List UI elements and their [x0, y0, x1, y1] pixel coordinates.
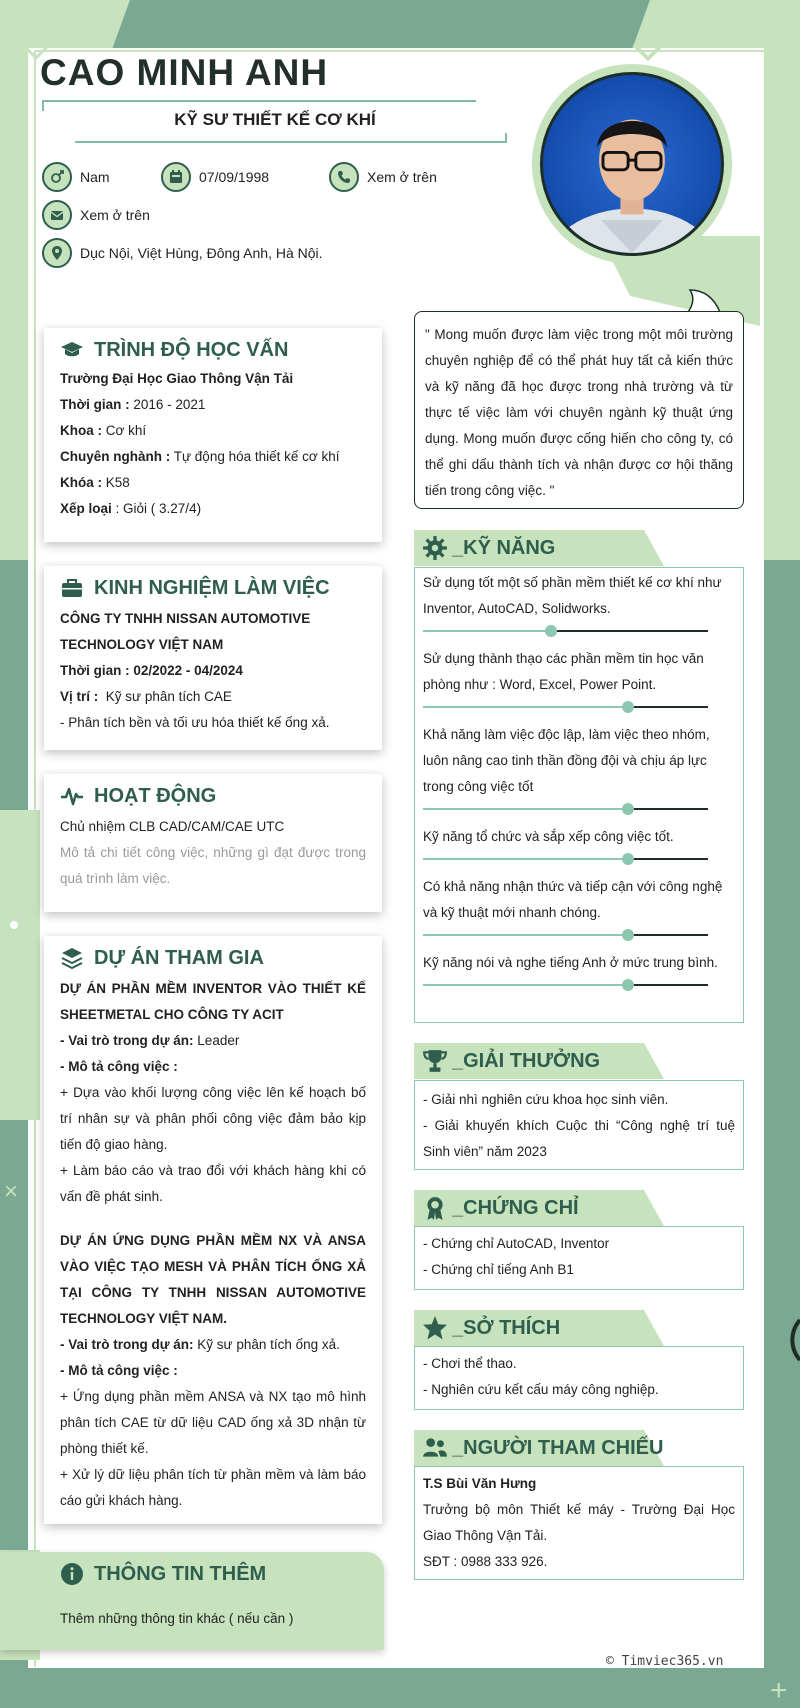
skill-bar — [423, 858, 708, 860]
gender-value: Nam — [80, 169, 110, 185]
education-faculty: Khoa : Cơ khí — [60, 423, 147, 438]
award-item-1: - Giải nhì nghiên cứu khoa học sinh viên. — [423, 1092, 669, 1107]
skill-dot — [622, 701, 634, 713]
skill-fill — [423, 808, 628, 810]
education-card — [44, 328, 382, 542]
graduation-cap-icon — [60, 338, 84, 362]
hobbies-heading: _SỞ THÍCH — [414, 1310, 674, 1346]
certificate-item-2: - Chứng chỉ tiếng Anh B1 — [423, 1262, 574, 1277]
skill-fill — [423, 934, 628, 936]
skill-bar — [423, 630, 708, 632]
skill-item — [423, 824, 735, 860]
address-row — [42, 238, 323, 268]
skill-text: Sử dụng thành thạo các phần mềm tin học văn phòng như : Word, Excel, Power Point. — [423, 651, 704, 692]
activity-placeholder: Mô tả chi tiết công việc, những gì đạt được trong quá trình làm việc. — [60, 845, 366, 886]
experience-desc: - Phân tích bền và tối ưu hóa thiết kế ống xả. — [60, 715, 330, 730]
skill-item — [423, 570, 735, 632]
skill-item — [423, 950, 735, 986]
skill-dot — [622, 853, 634, 865]
address-value: Dục Nội, Việt Hùng, Đông Anh, Hà Nội. — [80, 245, 323, 261]
layers-icon — [60, 946, 84, 970]
skill-dot — [622, 979, 634, 991]
skill-text: Khả năng làm việc độc lập, làm việc theo nhóm, luôn nâng cao tinh thần đồng đội và chịu áp lực trong công việc tốt — [423, 727, 710, 794]
skill-bar — [423, 984, 708, 986]
trophy-icon — [422, 1048, 448, 1074]
award-item-2: - Giải khuyến khích Cuộc thi “Công nghệ trí tuệ Sinh viên” năm 2023 — [423, 1118, 735, 1159]
svg-text:×: × — [4, 1178, 19, 1205]
school-name: Trường Đại Học Giao Thông Vận Tải — [60, 371, 294, 386]
projects-card — [44, 936, 382, 1524]
experience-card — [44, 566, 382, 750]
activities-card — [44, 774, 382, 912]
education-course: Khóa : K58 — [60, 475, 130, 490]
education-time: Thời gian : 2016 - 2021 — [60, 397, 206, 412]
gender-row — [42, 162, 110, 192]
education-major: Chuyên nghành : Tự động hóa thiết kế cơ khí — [60, 449, 340, 464]
project-2-title: DỰ ÁN ỨNG DỤNG PHẦN MỀM NX VÀ ANSA VÀO VIỆC TẠO MESH VÀ PHÂN TÍCH ỐNG XẢ TẠI CÔNG TY TNHH NISSAN AUTOMOTIVE TECHNOLOGY VIỆT NAM. — [60, 1233, 366, 1326]
project-2-desc-2: + Xử lý dữ liệu phân tích từ phần mềm và làm báo cáo gửi khách hàng. — [60, 1467, 366, 1508]
email-row — [42, 200, 150, 230]
skill-dot — [622, 803, 634, 815]
candidate-name: CAO MINH ANH — [40, 52, 329, 93]
certificate-item-1: - Chứng chỉ AutoCAD, Inventor — [423, 1236, 610, 1251]
skill-bar — [423, 706, 708, 708]
skill-text: Kỹ năng nói và nghe tiếng Anh ở mức trung bình. — [423, 955, 718, 970]
skill-item — [423, 874, 735, 936]
references-box — [414, 1466, 744, 1580]
project-1-title: DỰ ÁN PHẦN MỀM INVENTOR VÀO THIẾT KẾ SHEETMETAL CHO CÔNG TY ACIT — [60, 981, 366, 1022]
reference-name: T.S Bùi Văn Hưng — [423, 1476, 537, 1491]
awards-box — [414, 1080, 744, 1170]
extra-text: Thêm những thông tin khác ( nếu cần ) — [60, 1611, 294, 1626]
skill-item — [423, 722, 735, 810]
skill-bar — [423, 934, 708, 936]
project-1-desc-1: + Dựa vào khối lượng công việc lên kế hoạch bố trí nhân sự và phân phối công việc đảm bảo kịp tiến độ giao hàng. — [60, 1085, 366, 1152]
profile-photo — [540, 72, 724, 256]
pulse-icon — [60, 784, 84, 808]
objective-text: " Mong muốn được làm việc trong một môi trường chuyên nghiệp để có thể phát huy tất cả kiến thức và kỹ năng đã học được trong nhà trường và từ thực tế việc làm với chuyên ngành kỹ thuật ứng dụng. Mong muốn được cống hiến cho công ty, có thể ghi dấu thành tích và nhận được cơ hội thăng tiến trong công việc. " — [425, 327, 733, 498]
skill-fill — [423, 630, 551, 632]
diamond-decoration-right — [630, 28, 666, 64]
hobby-item-2: - Nghiên cứu kết cấu máy công nghiệp. — [423, 1382, 659, 1397]
skills-box — [414, 567, 744, 1023]
watermark: © Timviec365.vn — [606, 1654, 724, 1669]
certificates-heading: _CHỨNG CHỈ — [414, 1190, 674, 1226]
hobbies-box — [414, 1346, 744, 1410]
info-icon — [60, 1562, 84, 1586]
activity-item: Chủ nhiệm CLB CAD/CAM/CAE UTC — [60, 819, 285, 834]
extra-heading: THÔNG TIN THÊM — [60, 1562, 266, 1586]
career-objective — [414, 311, 744, 509]
activities-heading: HOẠT ĐỘNG — [60, 784, 366, 808]
project-2-role: - Vai trò trong dự án: Kỹ sư phân tích ống xả. — [60, 1337, 340, 1352]
users-icon — [422, 1435, 448, 1461]
phone-row — [329, 162, 437, 192]
experience-position: Vị trí : Kỹ sư phân tích CAE — [60, 689, 232, 704]
left-decoration — [0, 420, 40, 1120]
references-heading: _NGƯỜI THAM CHIẾU — [414, 1430, 674, 1466]
skill-bar — [423, 808, 708, 810]
phone-icon — [329, 162, 359, 192]
phone-value: Xem ở trên — [367, 169, 437, 185]
svg-text:+: + — [770, 1674, 788, 1707]
skills-heading: _KỸ NĂNG — [414, 530, 674, 566]
skill-item — [423, 646, 735, 708]
envelope-icon — [42, 200, 72, 230]
skill-dot — [622, 929, 634, 941]
award-ribbon-icon — [422, 1195, 448, 1221]
project-1-desc-label: - Mô tả công việc : — [60, 1059, 178, 1074]
birthday-value: 07/09/1998 — [199, 169, 270, 185]
project-2-desc-1: + Ứng dụng phần mềm ANSA và NX tạo mô hình phân tích CAE từ dữ liệu CAD ống xả 3D nhận từ phòng thiết kế. — [60, 1389, 366, 1456]
project-1-role: - Vai trò trong dự án: Leader — [60, 1033, 240, 1048]
extra-info-panel — [0, 1552, 384, 1650]
briefcase-icon — [60, 576, 84, 600]
education-heading: TRÌNH ĐỘ HỌC VẤN — [60, 338, 366, 362]
reference-role: Trưởng bộ môn Thiết kế máy - Trường Đại Học Giao Thông Vận Tải. — [423, 1502, 735, 1543]
job-title: KỸ SƯ THIẾT KẾ CƠ KHÍ — [174, 110, 376, 129]
reference-phone: SĐT : 0988 333 926. — [423, 1554, 548, 1569]
hobby-item-1: - Chơi thể thao. — [423, 1356, 517, 1371]
skill-text: Sử dụng tốt một số phần mềm thiết kế cơ khí như Inventor, AutoCAD, Solidworks. — [423, 575, 722, 616]
skill-dot — [545, 625, 557, 637]
skill-text: Có khả năng nhận thức và tiếp cận với công nghệ và kỹ thuật mới nhanh chóng. — [423, 879, 723, 920]
experience-heading: KINH NGHIỆM LÀM VIỆC — [60, 576, 366, 600]
birthday-row — [161, 162, 269, 192]
star-icon — [422, 1315, 448, 1341]
skill-fill — [423, 984, 628, 986]
gear-icon — [422, 535, 448, 561]
projects-heading: DỰ ÁN THAM GIA — [60, 946, 366, 970]
certificates-box — [414, 1226, 744, 1290]
experience-time: Thời gian : 02/2022 - 04/2024 — [60, 663, 243, 678]
calendar-icon — [161, 162, 191, 192]
company-name: CÔNG TY TNHH NISSAN AUTOMOTIVE TECHNOLOGY VIỆT NAM — [60, 611, 311, 652]
project-1-desc-2: + Làm báo cáo và trao đổi với khách hàng khi có vấn đề phát sinh. — [60, 1163, 366, 1204]
location-icon — [42, 238, 72, 268]
education-rank: Xếp loại : Giỏi ( 3.27/4) — [60, 501, 202, 516]
title-underline — [75, 133, 507, 143]
awards-heading: _GIẢI THƯỞNG — [414, 1043, 674, 1079]
skill-fill — [423, 706, 628, 708]
project-2-desc-label: - Mô tả công việc : — [60, 1363, 178, 1378]
gender-icon — [42, 162, 72, 192]
skill-text: Kỹ năng tổ chức và sắp xếp công việc tốt. — [423, 829, 674, 844]
email-value: Xem ở trên — [80, 207, 150, 223]
skill-fill — [423, 858, 628, 860]
right-decoration — [764, 760, 800, 1708]
